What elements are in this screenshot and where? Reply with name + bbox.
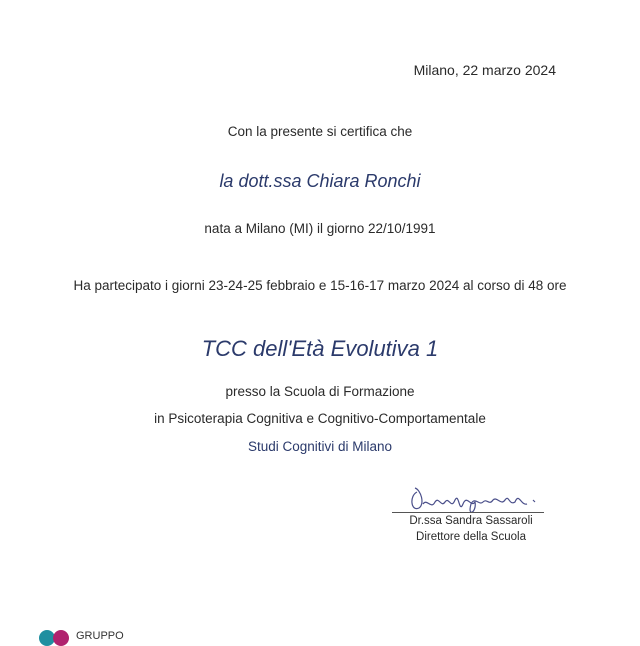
recipient-name: la dott.ssa Chiara Ronchi (219, 171, 421, 191)
school-name: Studi Cognitivi di Milano (247, 439, 393, 454)
school-line-1: presso la Scuola di Formazione (225, 384, 415, 399)
birth-info: nata a Milano (MI) il giorno 22/10/1991 (204, 221, 436, 236)
intro-text: Con la presente si certifica che (227, 124, 413, 139)
logo-text: GRUPPO (76, 630, 124, 642)
certificate-date: Milano, 22 marzo 2024 (413, 62, 556, 78)
logo-magenta-circle (53, 630, 69, 646)
course-title: TCC dell'Età Evolutiva 1 (201, 336, 439, 361)
school-line-2: in Psicoterapia Cognitiva e Cognitivo-Comportamentale (154, 411, 486, 426)
signatory-name: Dr.ssa Sandra Sassaroli (409, 515, 533, 527)
participation-text: Ha partecipato i giorni 23-24-25 febbraio e 15-16-17 marzo 2024 al corso di 48 ore (73, 278, 567, 293)
signature-line (392, 512, 544, 513)
signatory-role: Direttore della Scuola (416, 531, 526, 543)
